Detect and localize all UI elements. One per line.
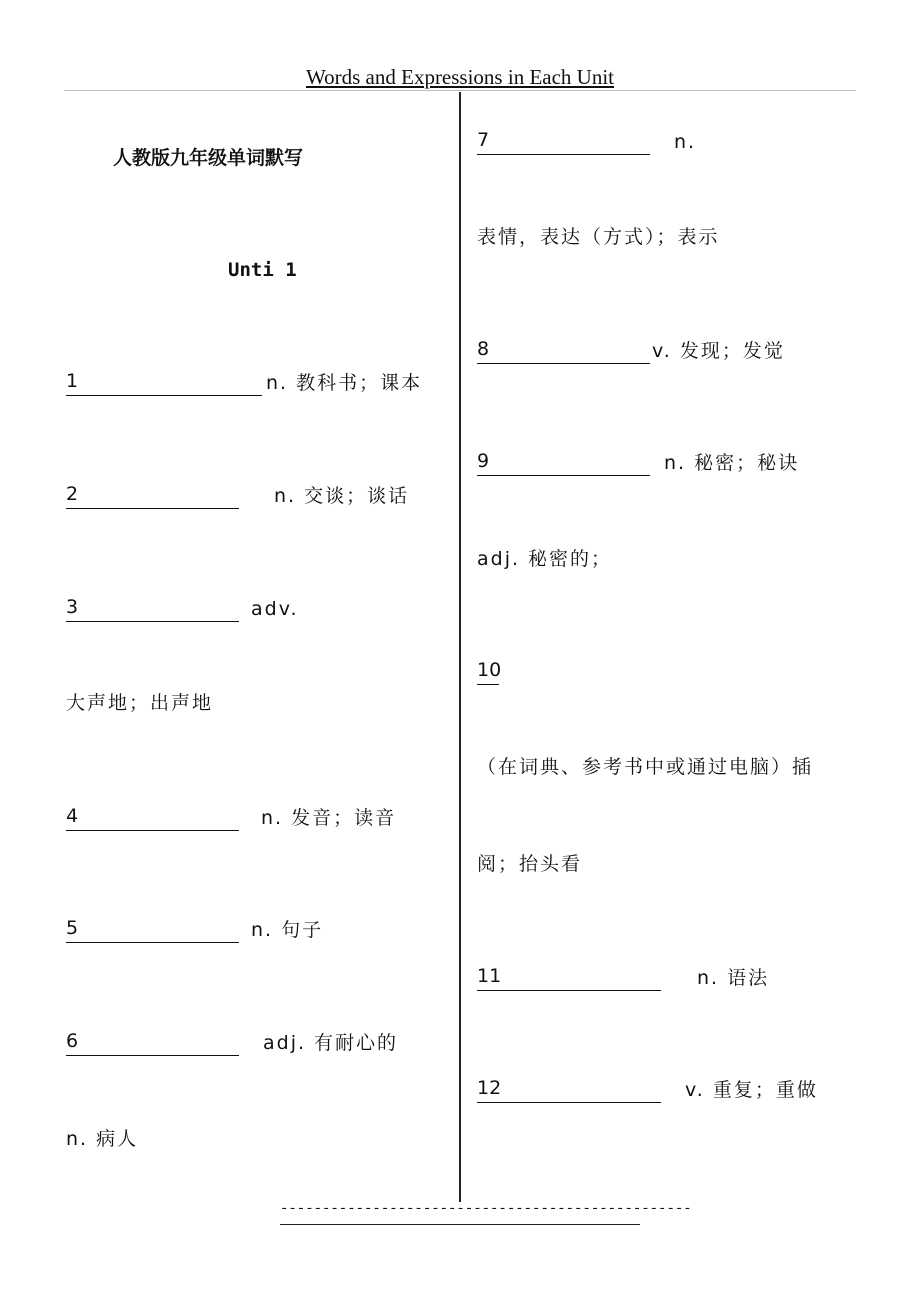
vocab-item-5 — [66, 916, 323, 943]
definition-8: v. 发现；发觉 — [652, 340, 785, 362]
definition-6: adj. 有耐心的 — [263, 1032, 399, 1054]
definition-6-cont: n. 病人 — [66, 1128, 139, 1150]
vocab-item-9 — [477, 449, 799, 476]
vocab-item-8 — [477, 337, 785, 364]
definition-10-cont: 阅；抬头看 — [477, 853, 583, 875]
answer-blank-2[interactable]: 2 — [66, 482, 239, 509]
definition-5: n. 句子 — [251, 919, 324, 941]
definition-10: （在词典、参考书中或通过电脑）插 — [477, 756, 814, 778]
vocab-item-7 — [477, 128, 696, 155]
vocab-item-11 — [477, 964, 769, 991]
vocab-item-10 — [477, 658, 502, 685]
header-rule — [64, 90, 856, 91]
definition-2: n. 交谈；谈话 — [274, 485, 410, 507]
definition-4: n. 发音；读音 — [261, 807, 397, 829]
answer-blank-7[interactable]: 7 — [477, 128, 650, 155]
answer-blank-6[interactable]: 6 — [66, 1029, 239, 1056]
answer-blank-9[interactable]: 9 — [477, 449, 650, 476]
vocab-item-6 — [66, 1029, 398, 1056]
answer-blank-1[interactable]: 1 — [66, 369, 262, 396]
answer-blank-10[interactable]: 10 — [477, 658, 499, 685]
worksheet-title: 人教版九年级单词默写 — [113, 147, 304, 169]
vocab-item-4 — [66, 804, 396, 831]
unit-heading: Unti 1 — [228, 259, 297, 281]
definition-3: adv. — [251, 598, 299, 620]
footer-dashes: ------------------------------------------------- — [280, 1201, 692, 1217]
footer-rule — [280, 1224, 640, 1225]
definition-9: n. 秘密；秘诀 — [664, 452, 800, 474]
definition-1: n. 教科书；课本 — [266, 372, 423, 394]
definition-12: v. 重复；重做 — [685, 1079, 818, 1101]
vocab-item-3 — [66, 595, 299, 622]
definition-9-cont: adj. 秘密的； — [477, 548, 613, 570]
column-divider — [459, 92, 461, 1202]
vocab-item-1 — [66, 369, 422, 396]
vocab-item-2 — [66, 482, 409, 509]
definition-3-cont: 大声地；出声地 — [66, 692, 214, 714]
definition-7: n. — [674, 131, 697, 153]
answer-blank-3[interactable]: 3 — [66, 595, 239, 622]
definition-7-cont: 表情，表达（方式）；表示 — [477, 226, 720, 248]
answer-blank-8[interactable]: 8 — [477, 337, 650, 364]
definition-11: n. 语法 — [697, 967, 770, 989]
vocab-item-12 — [477, 1076, 818, 1103]
answer-blank-12[interactable]: 12 — [477, 1076, 661, 1103]
answer-blank-5[interactable]: 5 — [66, 916, 239, 943]
answer-blank-11[interactable]: 11 — [477, 964, 661, 991]
page-header-title: Words and Expressions in Each Unit — [305, 65, 614, 89]
answer-blank-4[interactable]: 4 — [66, 804, 239, 831]
